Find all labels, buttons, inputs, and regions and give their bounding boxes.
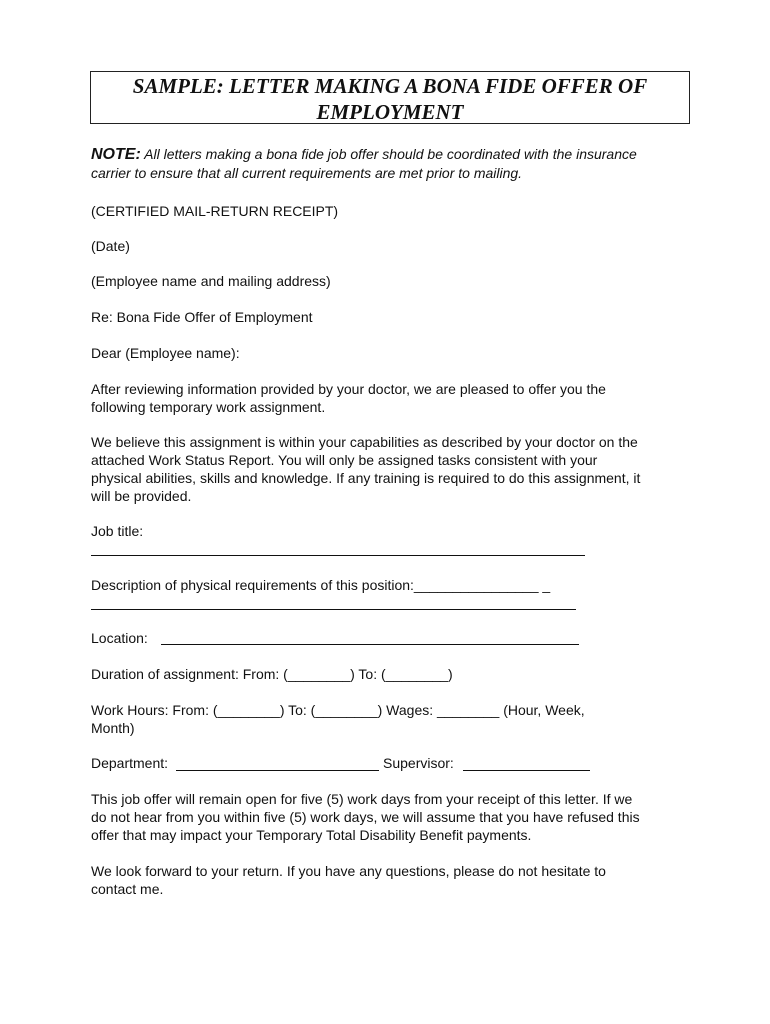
supervisor-label: Supervisor: xyxy=(383,755,454,771)
document-title-box xyxy=(90,71,690,124)
work-hours-line-1: Work Hours: From: (________) To: (________) Wages: ________ (Hour, Week, xyxy=(91,702,585,718)
offer-open-line-2: do not hear from you within five (5) work days, we will assume that you have refused this xyxy=(91,809,640,825)
re-line: Re: Bona Fide Offer of Employment xyxy=(91,309,313,325)
offer-open-line-1: This job offer will remain open for five (5) work days from your receipt of this letter. If we xyxy=(91,791,633,807)
salutation: Dear (Employee name): xyxy=(91,345,240,361)
offer-open-line-3: offer that may impact your Temporary Total Disability Benefit payments. xyxy=(91,827,532,843)
intro-paragraph xyxy=(91,380,691,416)
capabilities-line-1: We believe this assignment is within your capabilities as described by your doctor on the xyxy=(91,434,638,450)
employee-address-placeholder: (Employee name and mailing address) xyxy=(91,273,331,289)
closing-paragraph xyxy=(91,862,691,898)
description-label: Description of physical requirements of this position:________________ _ xyxy=(91,577,551,593)
supervisor-blank-line xyxy=(463,770,590,771)
intro-line-2: following temporary work assignment. xyxy=(91,399,326,415)
capabilities-line-3: physical abilities, skills and knowledge. If any training is required to do this assignment, it xyxy=(91,470,641,486)
capabilities-line-2: attached Work Status Report. You will only be assigned tasks consistent with your xyxy=(91,452,598,468)
offer-open-paragraph xyxy=(91,790,691,844)
note-line-1: All letters making a bona fide job offer should be coordinated with the insurance xyxy=(144,146,637,162)
location-label: Location: xyxy=(91,630,148,646)
department-blank-line xyxy=(176,770,379,771)
note-line-2: carrier to ensure that all current requirements are met prior to mailing. xyxy=(91,165,523,181)
title-line-1: SAMPLE: LETTER MAKING A BONA FIDE OFFER OF xyxy=(132,74,648,98)
job-title-blank-line xyxy=(91,555,585,556)
intro-line-1: After reviewing information provided by your doctor, we are pleased to offer you the xyxy=(91,381,606,397)
closing-line-1: We look forward to your return. If you have any questions, please do not hesitate to xyxy=(91,863,606,879)
certified-mail-line: (CERTIFIED MAIL-RETURN RECEIPT) xyxy=(91,203,339,219)
date-placeholder: (Date) xyxy=(91,238,130,254)
capabilities-line-4: will be provided. xyxy=(91,488,192,504)
location-blank-line xyxy=(161,644,579,645)
work-hours-line-2: Month) xyxy=(91,720,135,736)
closing-line-2: contact me. xyxy=(91,881,164,897)
note-label: NOTE: xyxy=(91,146,141,163)
work-hours-paragraph xyxy=(91,701,691,737)
title-line-2: EMPLOYMENT xyxy=(316,100,464,124)
capabilities-paragraph xyxy=(91,433,691,505)
department-label: Department: xyxy=(91,755,169,771)
description-blank-line xyxy=(91,609,576,610)
duration-line: Duration of assignment: From: (________) To: (________) xyxy=(91,666,453,682)
note-paragraph xyxy=(91,145,691,182)
job-title-label: Job title: xyxy=(91,523,144,539)
